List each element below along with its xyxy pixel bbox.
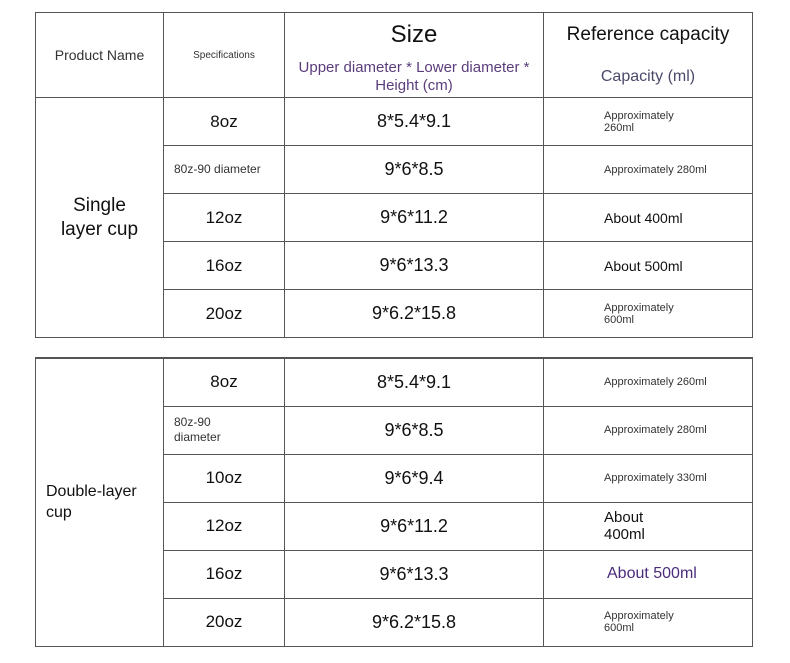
size-cell: 9*6*11.2 (285, 502, 544, 550)
size-cell: 9*6*9.4 (285, 454, 544, 502)
spec-cell: 8oz (164, 98, 285, 146)
capacity-cell: Approximately 260ml (544, 98, 753, 146)
table-row (36, 358, 753, 406)
header-product-name: Product Name (36, 13, 164, 98)
capacity-cell: Approximately 600ml (544, 290, 753, 338)
table-row (36, 98, 753, 146)
capacity-cell: About 400ml (544, 194, 753, 242)
double-layer-table (35, 357, 753, 647)
spec-cell: 16oz (164, 242, 285, 290)
size-cell: 9*6*8.5 (285, 146, 544, 194)
capacity-cell: About 500ml (544, 550, 753, 598)
size-cell: 8*5.4*9.1 (285, 98, 544, 146)
product-double-layer: Double-layer cup (36, 358, 164, 646)
capacity-cell: About 500ml (544, 242, 753, 290)
header-capacity: Capacity (ml) (544, 57, 753, 98)
header-reference-capacity: Reference capacity (544, 13, 753, 58)
header-size-subtitle: Upper diameter * Lower diameter * Height (cm) (285, 57, 544, 98)
size-cell: 9*6.2*15.8 (285, 598, 544, 646)
spec-cell: 80z-90 diameter (164, 406, 285, 454)
header-size: Size (285, 13, 544, 58)
size-cell: 8*5.4*9.1 (285, 358, 544, 406)
capacity-cell: Approximately 280ml (544, 146, 753, 194)
spec-cell: 12oz (164, 502, 285, 550)
product-single-layer: Single layer cup (36, 98, 164, 338)
spec-cell: 16oz (164, 550, 285, 598)
spec-cell: 20oz (164, 290, 285, 338)
spec-cell: 12oz (164, 194, 285, 242)
size-cell: 9*6*8.5 (285, 406, 544, 454)
capacity-cell: Approximately 600ml (544, 598, 753, 646)
single-layer-table (35, 12, 753, 338)
size-cell: 9*6*13.3 (285, 550, 544, 598)
capacity-cell: Approximately 280ml (544, 406, 753, 454)
spec-cell: 10oz (164, 454, 285, 502)
size-cell: 9*6*13.3 (285, 242, 544, 290)
capacity-cell: Approximately 260ml (544, 358, 753, 406)
spec-cell: 20oz (164, 598, 285, 646)
capacity-cell: About 400ml (544, 502, 753, 550)
capacity-cell: Approximately 330ml (544, 454, 753, 502)
size-cell: 9*6.2*15.8 (285, 290, 544, 338)
size-cell: 9*6*11.2 (285, 194, 544, 242)
spec-cell: 8oz (164, 358, 285, 406)
spec-cell: 80z-90 diameter (164, 146, 285, 194)
header-specifications: Specifications (164, 13, 285, 98)
